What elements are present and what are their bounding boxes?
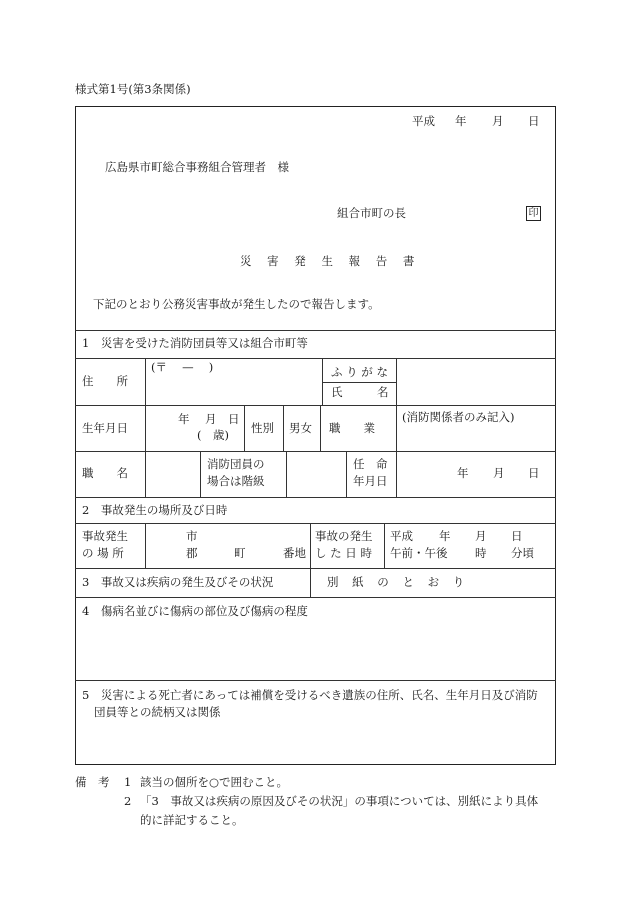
rule bbox=[75, 568, 556, 569]
occupation-note: (消防関係者のみ記入) bbox=[402, 410, 515, 424]
section-2-heading: 2 事故発生の場所及び日時 bbox=[82, 503, 228, 517]
rule bbox=[145, 523, 146, 568]
section-5-heading-line-1: 5 災害による死亡者にあっては補償を受けるべき遺族の住所、氏名、生年月日及び消防 bbox=[82, 688, 538, 702]
date-day: 日 bbox=[528, 114, 540, 128]
rule bbox=[384, 523, 385, 568]
rule bbox=[75, 597, 556, 598]
appoint-year: 年 bbox=[457, 466, 469, 480]
rank-label-2: 場合は階級 bbox=[207, 474, 265, 488]
addressee: 広島県市町総合事務組合管理者 様 bbox=[105, 160, 289, 174]
document-title: 災 害 発 生 報 告 書 bbox=[240, 254, 421, 268]
post-label: 職 名 bbox=[82, 466, 128, 480]
dob-label: 生年月日 bbox=[82, 421, 128, 435]
datetime-label-2: し た 日 時 bbox=[315, 546, 372, 560]
incident-day: 日 bbox=[511, 529, 523, 543]
section-1-heading: 1 災害を受けた消防団員等又は組合市町等 bbox=[82, 336, 308, 350]
incident-year: 年 bbox=[439, 529, 451, 543]
incident-hour: 時 bbox=[475, 546, 487, 560]
place-label-2: の 場 所 bbox=[82, 546, 124, 560]
rule bbox=[145, 358, 146, 405]
section-3-heading: 3 事故又は疾病の発生及びその状況 bbox=[82, 575, 274, 589]
appoint-label-2: 年月日 bbox=[353, 474, 388, 488]
incident-ampm: 午前・午後 bbox=[390, 546, 448, 560]
dob-year: 年 bbox=[178, 412, 190, 426]
note-1-number: 1 bbox=[124, 775, 132, 789]
rule bbox=[75, 523, 556, 524]
incident-month: 月 bbox=[475, 529, 487, 543]
age: ( 歳) bbox=[197, 428, 229, 442]
rule bbox=[396, 451, 397, 497]
incident-minute: 分頃 bbox=[511, 546, 534, 560]
seal-mark: 印 bbox=[526, 206, 541, 221]
note-2-text-line-1: 「3 事故又は疾病の原因及びその状況」の事項については、別紙により具体 bbox=[140, 794, 539, 808]
note-1-text: 該当の個所を○で囲むこと。 bbox=[140, 775, 289, 789]
date-month: 月 bbox=[492, 114, 504, 128]
occupation-label: 職 業 bbox=[329, 421, 375, 435]
sex-value: 男女 bbox=[289, 421, 312, 435]
dob-day: 日 bbox=[228, 412, 240, 426]
intro-text: 下記のとおり公務災害事故が発生したので報告します。 bbox=[93, 297, 380, 311]
dob-month: 月 bbox=[205, 412, 217, 426]
rule bbox=[75, 405, 556, 406]
rule bbox=[145, 451, 146, 497]
rule bbox=[75, 330, 556, 331]
datetime-label-1: 事故の発生 bbox=[315, 529, 373, 543]
town: 町 bbox=[234, 546, 246, 560]
furigana-label: ふ り が な bbox=[331, 365, 388, 379]
appoint-month: 月 bbox=[493, 466, 505, 480]
rule bbox=[310, 523, 311, 568]
section-4-heading: 4 傷病名並びに傷病の部位及び傷病の程度 bbox=[82, 604, 308, 618]
rule bbox=[75, 451, 556, 452]
date-era: 平成 bbox=[412, 114, 435, 128]
rule bbox=[322, 358, 323, 405]
address-label: 住 所 bbox=[82, 374, 128, 388]
appoint-day: 日 bbox=[528, 466, 540, 480]
lot-number: 番地 bbox=[283, 546, 306, 560]
rule bbox=[244, 405, 245, 451]
rule bbox=[320, 405, 321, 451]
sender: 組合市町の長 bbox=[337, 206, 406, 220]
rule bbox=[200, 451, 201, 497]
county: 郡 bbox=[186, 546, 198, 560]
section-5-heading-line-2: 団員等との続柄又は関係 bbox=[94, 705, 221, 719]
note-2-text-line-2: 的に詳記すること。 bbox=[140, 813, 244, 827]
rule bbox=[346, 451, 347, 497]
rule bbox=[310, 568, 311, 597]
rule bbox=[75, 497, 556, 498]
rule bbox=[396, 358, 397, 405]
rule bbox=[283, 405, 284, 451]
form-frame bbox=[75, 106, 556, 765]
postal-code: (〒 — ) bbox=[151, 360, 214, 374]
sex-label: 性別 bbox=[251, 421, 274, 435]
name-label: 氏 名 bbox=[331, 385, 389, 399]
rule bbox=[396, 405, 397, 451]
rule bbox=[322, 382, 396, 383]
incident-era: 平成 bbox=[390, 529, 413, 543]
section-3-value: 別 紙 の と お り bbox=[327, 575, 470, 589]
rule bbox=[286, 451, 287, 497]
rank-label-1: 消防団員の bbox=[207, 457, 265, 471]
rule bbox=[145, 405, 146, 451]
form-number: 様式第1号(第3条関係) bbox=[75, 82, 191, 96]
place-label-1: 事故発生 bbox=[82, 529, 128, 543]
note-2-number: 2 bbox=[124, 794, 132, 808]
date-year: 年 bbox=[455, 114, 467, 128]
appoint-label-1: 任 命 bbox=[353, 457, 388, 471]
rule bbox=[75, 358, 556, 359]
notes-label: 備 考 bbox=[75, 775, 110, 789]
rule bbox=[75, 680, 556, 681]
city: 市 bbox=[186, 529, 198, 543]
